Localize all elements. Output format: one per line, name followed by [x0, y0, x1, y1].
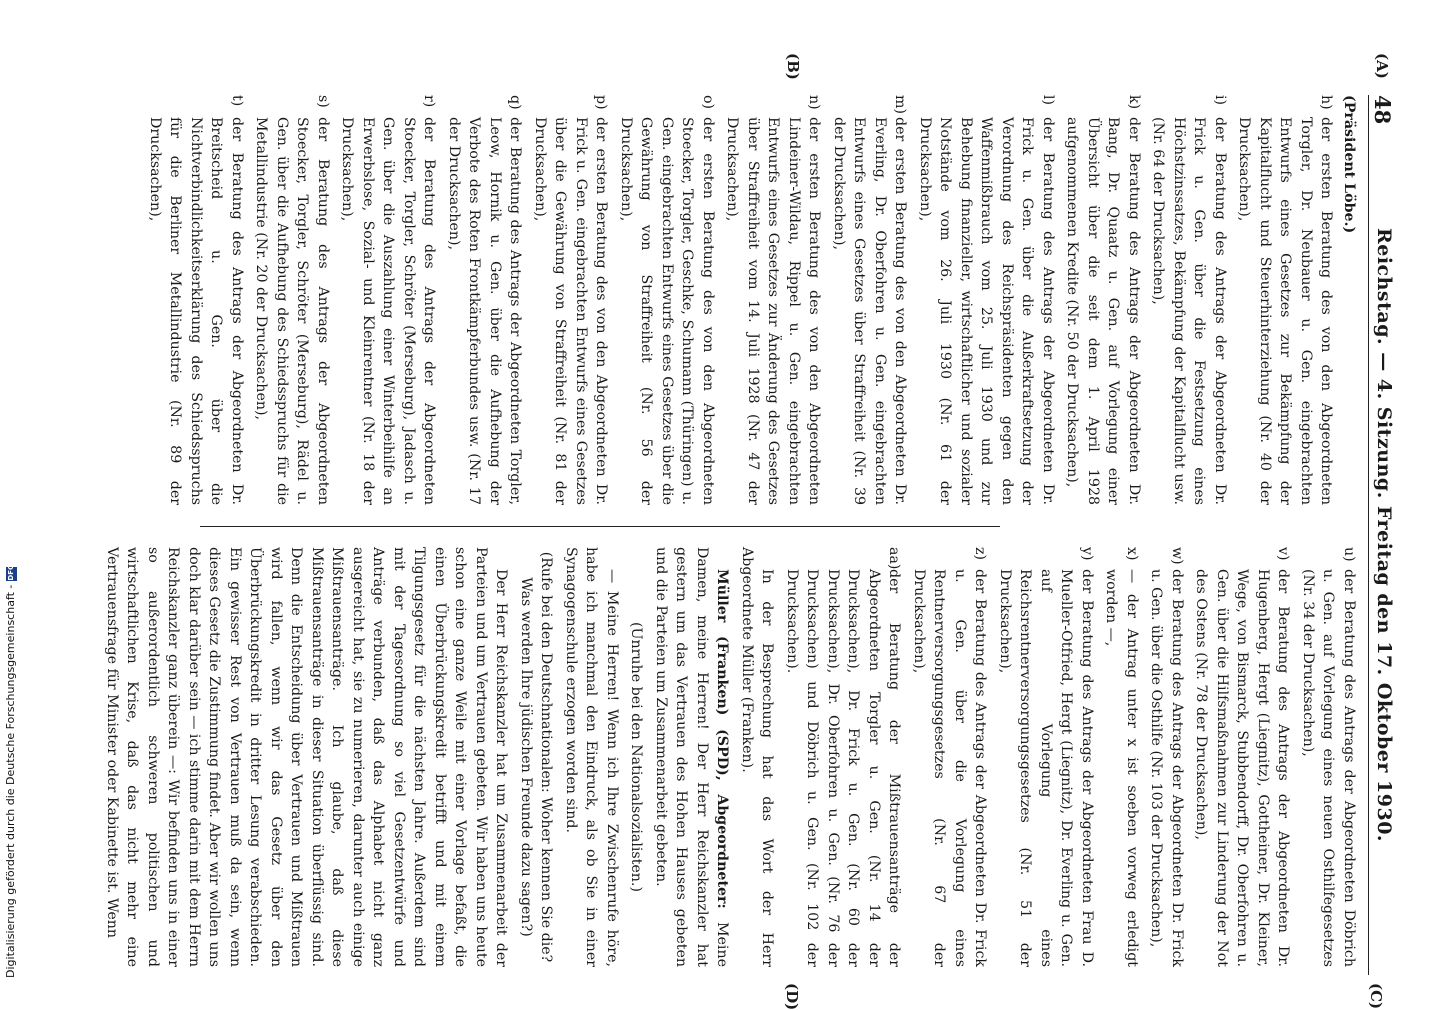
item-text: der Beratung des Antrags der Abgeordneten Frau D. Mueller-Otfried, Hergt (Liegnitz), Dr. Everling u. Gen. auf Vorlegung eines Reichsrentnerversorgungsgesetzes (Nr. 51 der Drucksachen), [997, 569, 1095, 967]
agenda-item [1062, 95, 1144, 505]
item-letter: r) [421, 95, 438, 108]
speech-text: Meine Damen, meine Herren! Der Herr Reichskanzler hat gestern um das Vertrauen des Hohen Hauses gebeten und die Parteien um Zusammenarbeit gebeten. [653, 547, 731, 967]
agenda-item [530, 95, 612, 505]
item-letter: n) [806, 95, 823, 110]
item-text: der ersten Beratung des von den Abgeordneten Dr. Frick u. Gen. eingebrachten Entwurfs eines Gesetzes über die Gewährung von Straffreiheit (Nr. 81 der Drucksachen), [532, 117, 610, 505]
item-letter: h) [1318, 95, 1335, 110]
interjection-note: (Unruhe bei den Nationalsozialisten.) [628, 622, 645, 892]
floor-announcement: In der Besprechung hat das Wort der Herr Abgeordnete Müller (Franken). [739, 547, 776, 967]
item-text: der Beratung des Antrags der Abgeordneten Dr. Hugenberg, Hergt (Liegnitz), Gottheiner, Dr. Kleiner, Wege, von Bismarck, Stubbendorff, Dr. Oberfohren u. Gen. über die Hilfsmaßnahmen zur Linderung der Not des Ostens (Nr. 78 der Drucksachen), [1193, 569, 1292, 967]
item-text: der Beratung des Antrags der Abgeordneten Dr. Breitscheid u. Gen. über die Nichtverbindlichkeitserklärung des Schiedsspruchs für die Berliner Metallindustrie (Nr. 89 der Drucksachen), [147, 117, 245, 505]
agenda-item [1191, 547, 1294, 967]
dfg-logo: DFG [6, 564, 15, 581]
item-letter: i) [1212, 95, 1228, 106]
item-letter: z) [972, 547, 989, 561]
agenda-item [1234, 95, 1337, 505]
item-text: der Beratung des Antrags der Abgeordneten Torgler, Leow, Hornik u. Gen. über die Aufhebung der Verbote des Roten Frontkämpferbundes usw. (Nr. 17 der Drucksachen), [446, 117, 524, 505]
interjection-note: (Rufe bei den Deutschnationalen: Woher kennen Sie die? Was werden Ihre jüdischen Freunde dazu sagen?) [518, 551, 555, 963]
item-letter: s) [315, 95, 331, 108]
item-text: der ersten Beratung des von den Abgeordneten Stoecker, Torgler, Geschke, Schumann (Thüringen) u. Gen. eingebrachten Entwurfs eines Gesetzes über die Gewährung von Straffreiheit (Nr. 56 der Drucksachen), [618, 117, 716, 505]
agenda-item [909, 547, 991, 967]
margin-marker-d: (D) [783, 983, 801, 1010]
item-text: — der Antrag unter x ist soeben vorweg erledigt worden —, [1103, 569, 1140, 967]
margin-marker-b: (B) [784, 53, 802, 80]
agenda-item [616, 95, 719, 505]
item-text: der ersten Beratung des von den Abgeordneten Lindeiner-Wildau, Rippel u. Gen. eingebrachten Entwurfs eines Gesetzes zur Änderung des Gesetzes über Straffreiheit vom 14. Juli 1928 (Nr. 47 der Drucksachen), [724, 117, 823, 505]
speech-paragraph: — Meine Herren! Wenn ich Ihre Zwischenrufe höre, habe ich manchmal den Eindruck, als ob Sie in einer Synagogenschule erzogen worden sind. [563, 547, 620, 967]
item-letter: w) [1169, 547, 1185, 565]
item-text: der Beratung des Antrags der Abgeordneten Dr. Frick u. Gen. über die Festsetzung eines Höchstzinssatzes, Bekämpfung der Kapitalflucht usw. (Nr. 64 der Drucksachen), [1150, 117, 1228, 505]
item-letter: y) [1079, 547, 1095, 561]
item-text: der Beratung des Antrags der Abgeordneten Stoecker, Torgler, Schröter (Merseburg), Jadasch u. Gen. über die Auszahlung einer Winterbeihilfe an Erwerbslose, Sozial- und Kleinrentner (Nr. 18 der Drucksachen), [339, 117, 438, 505]
item-letter: o) [700, 95, 716, 110]
item-text: der ersten Beratung des von den Abgeordneten Torgler, Dr. Neubauer u. Gen. eingebrachten Entwurfs eines Gesetzes zur Bekämpfung der Kapitalflucht und Steuerhinterziehung (Nr. 40 der Drucksachen), [1236, 117, 1335, 505]
right-column [104, 547, 1359, 967]
running-title: Reichstag. — 4. Sitzung. Freitag den 17. Oktober 1930. [1373, 227, 1395, 843]
speech-paragraph: Der Herr Reichskanzler hat um Zusammenarbeit der Parteien und um Vertrauen gebeten. Wir haben uns heute schon eine ganze Weile mit einer Vorlage befaßt, die einen Überbrückungskredit betrifft und mit einem Tilgungsgesetz für die nächsten Jahre. Außerdem sind mit der Tagesordnung so viel Gesetzentwürfe und Anträge verbunden, daß das Alphabet nicht ganz ausgereicht hat, sie zu numerieren, darunter auch einige Mißtrauensanträge. Ich glaube, daß diese Mißtrauensanträge in dieser Situation überflüssig sind. Denn die Entscheidung über Vertrauen und Mißtrauen wird fallen, wenn wir das Gesetz über den Überbrückungskredit in dritter Lesung verabschieden. Ein gewisser Rest von Vertrauen muß da sein, wenn dieses Gesetz die Zustimmung findet. Aber wir wollen uns doch klar darüber sein — ich stimme darin mit dem Herrn Reichskanzler ganz überein —: Wir befinden uns in einer so außerordentlich schweren politischen und wirtschaftlichen Krise, daß das nicht mehr eine Vertrauensfrage für Minister oder Kabinette ist. Wenn [104, 547, 510, 967]
agenda-item [251, 95, 333, 505]
margin-marker-c: (C) [1367, 983, 1385, 1010]
item-letter: m) [892, 95, 909, 114]
item-letter: x) [1124, 547, 1140, 561]
item-text: der Beratung des Antrags der Abgeordneten Döbrich u. Gen. auf Vorlegung eines neuen Osthilfegesetzes (Nr. 34 der Drucksachen), [1300, 569, 1357, 967]
presiding-speaker: (Präsident Löbe.) [1341, 95, 1357, 234]
page-header [1368, 95, 1395, 975]
item-text: der Beratung der Mißtrauensanträge der Abgeordneten Torgler u. Gen. (Nr. 14 der Drucksachen), Dr. Frick u. Gen. (Nr. 60 der Drucksachen), Dr. Oberfohren u. Gen. (Nr. 76 der Drucksachen) und Döbrich u. Gen. (Nr. 102 der Drucksachen). [784, 569, 903, 967]
item-text: der ersten Beratung des von den Abgeordneten Dr. Everling, Dr. Oberfohren u. Gen. eingebrachten Entwurfs eines Gesetzes über Straffreiheit (Nr. 39 der Drucksachen), [831, 117, 909, 505]
column-divider [200, 526, 1000, 527]
item-text: der Beratung des Antrags der Abgeordneten Dr. Frick u. Gen. über die Osthilfe (Nr. 103 der Drucksachen), [1148, 569, 1185, 967]
item-text: der Beratung des Antrags der Abgeordneten Stoecker, Torgler, Schröter (Merseburg), Rädel u. Gen. über die Aufhebung des Schiedsspruchs für die Metallindustrie (Nr. 20 der Drucksachen), [253, 117, 331, 505]
agenda-item [722, 95, 825, 505]
agenda-item [145, 95, 248, 505]
credit-text: Digitalisierung gefördert durch die Deutsche Forschungsgemeinschaft - [4, 584, 17, 978]
agenda-item [444, 95, 526, 505]
agenda-item [1101, 547, 1142, 967]
agenda-item [915, 95, 1059, 505]
agenda-item [995, 547, 1098, 967]
item-letter: u) [1341, 547, 1357, 562]
item-letter: k) [1126, 95, 1142, 110]
item-letter: aa) [886, 547, 903, 570]
document-page [100, 53, 1395, 1010]
agenda-item [337, 95, 440, 505]
item-letter: l) [1040, 95, 1056, 106]
speaker-name: Müller (Franken) (SPD), Abgeordneter: [714, 569, 731, 909]
margin-marker-a: (A) [1373, 53, 1391, 79]
item-text: der Beratung des Antrags der Abgeordneten Dr. Frick u. Gen. über die Außerkraftsetzung der Verordnung des Reichspräsidenten gegen den Waffenmißbrauch vom 25. Juli 1930 und zur Behebung finanzieller, wirtschaftlicher und sozialer Notstände vom 26. Juli 1930 (Nr. 61 der Drucksachen), [917, 117, 1056, 505]
item-letter: t) [229, 95, 245, 107]
item-letter: v) [1275, 547, 1292, 561]
agenda-item [782, 547, 905, 967]
digitization-credit [4, 564, 17, 978]
page-number: 48 [1370, 95, 1395, 125]
agenda-item [1148, 95, 1230, 505]
agenda-item [1298, 547, 1360, 967]
item-text: der Beratung des Antrags der Abgeordneten Dr. Bang, Dr. Quaatz u. Gen. auf Vorlegung einer Übersicht über die seit dem 1. April 1928 aufgenommenen Kredite (Nr. 50 der Drucksachen), [1064, 117, 1142, 505]
left-column [147, 95, 1359, 505]
item-letter: p) [593, 95, 610, 110]
item-letter: q) [507, 95, 524, 110]
speech-opening [651, 547, 733, 967]
agenda-item [829, 95, 911, 505]
agenda-item [1146, 547, 1187, 967]
item-text: der Beratung des Antrags der Abgeordneten Dr. Frick u. Gen. über die Vorlegung eines Rentnerversorgungsgesetzes (Nr. 67 der Drucksachen), [911, 569, 989, 967]
